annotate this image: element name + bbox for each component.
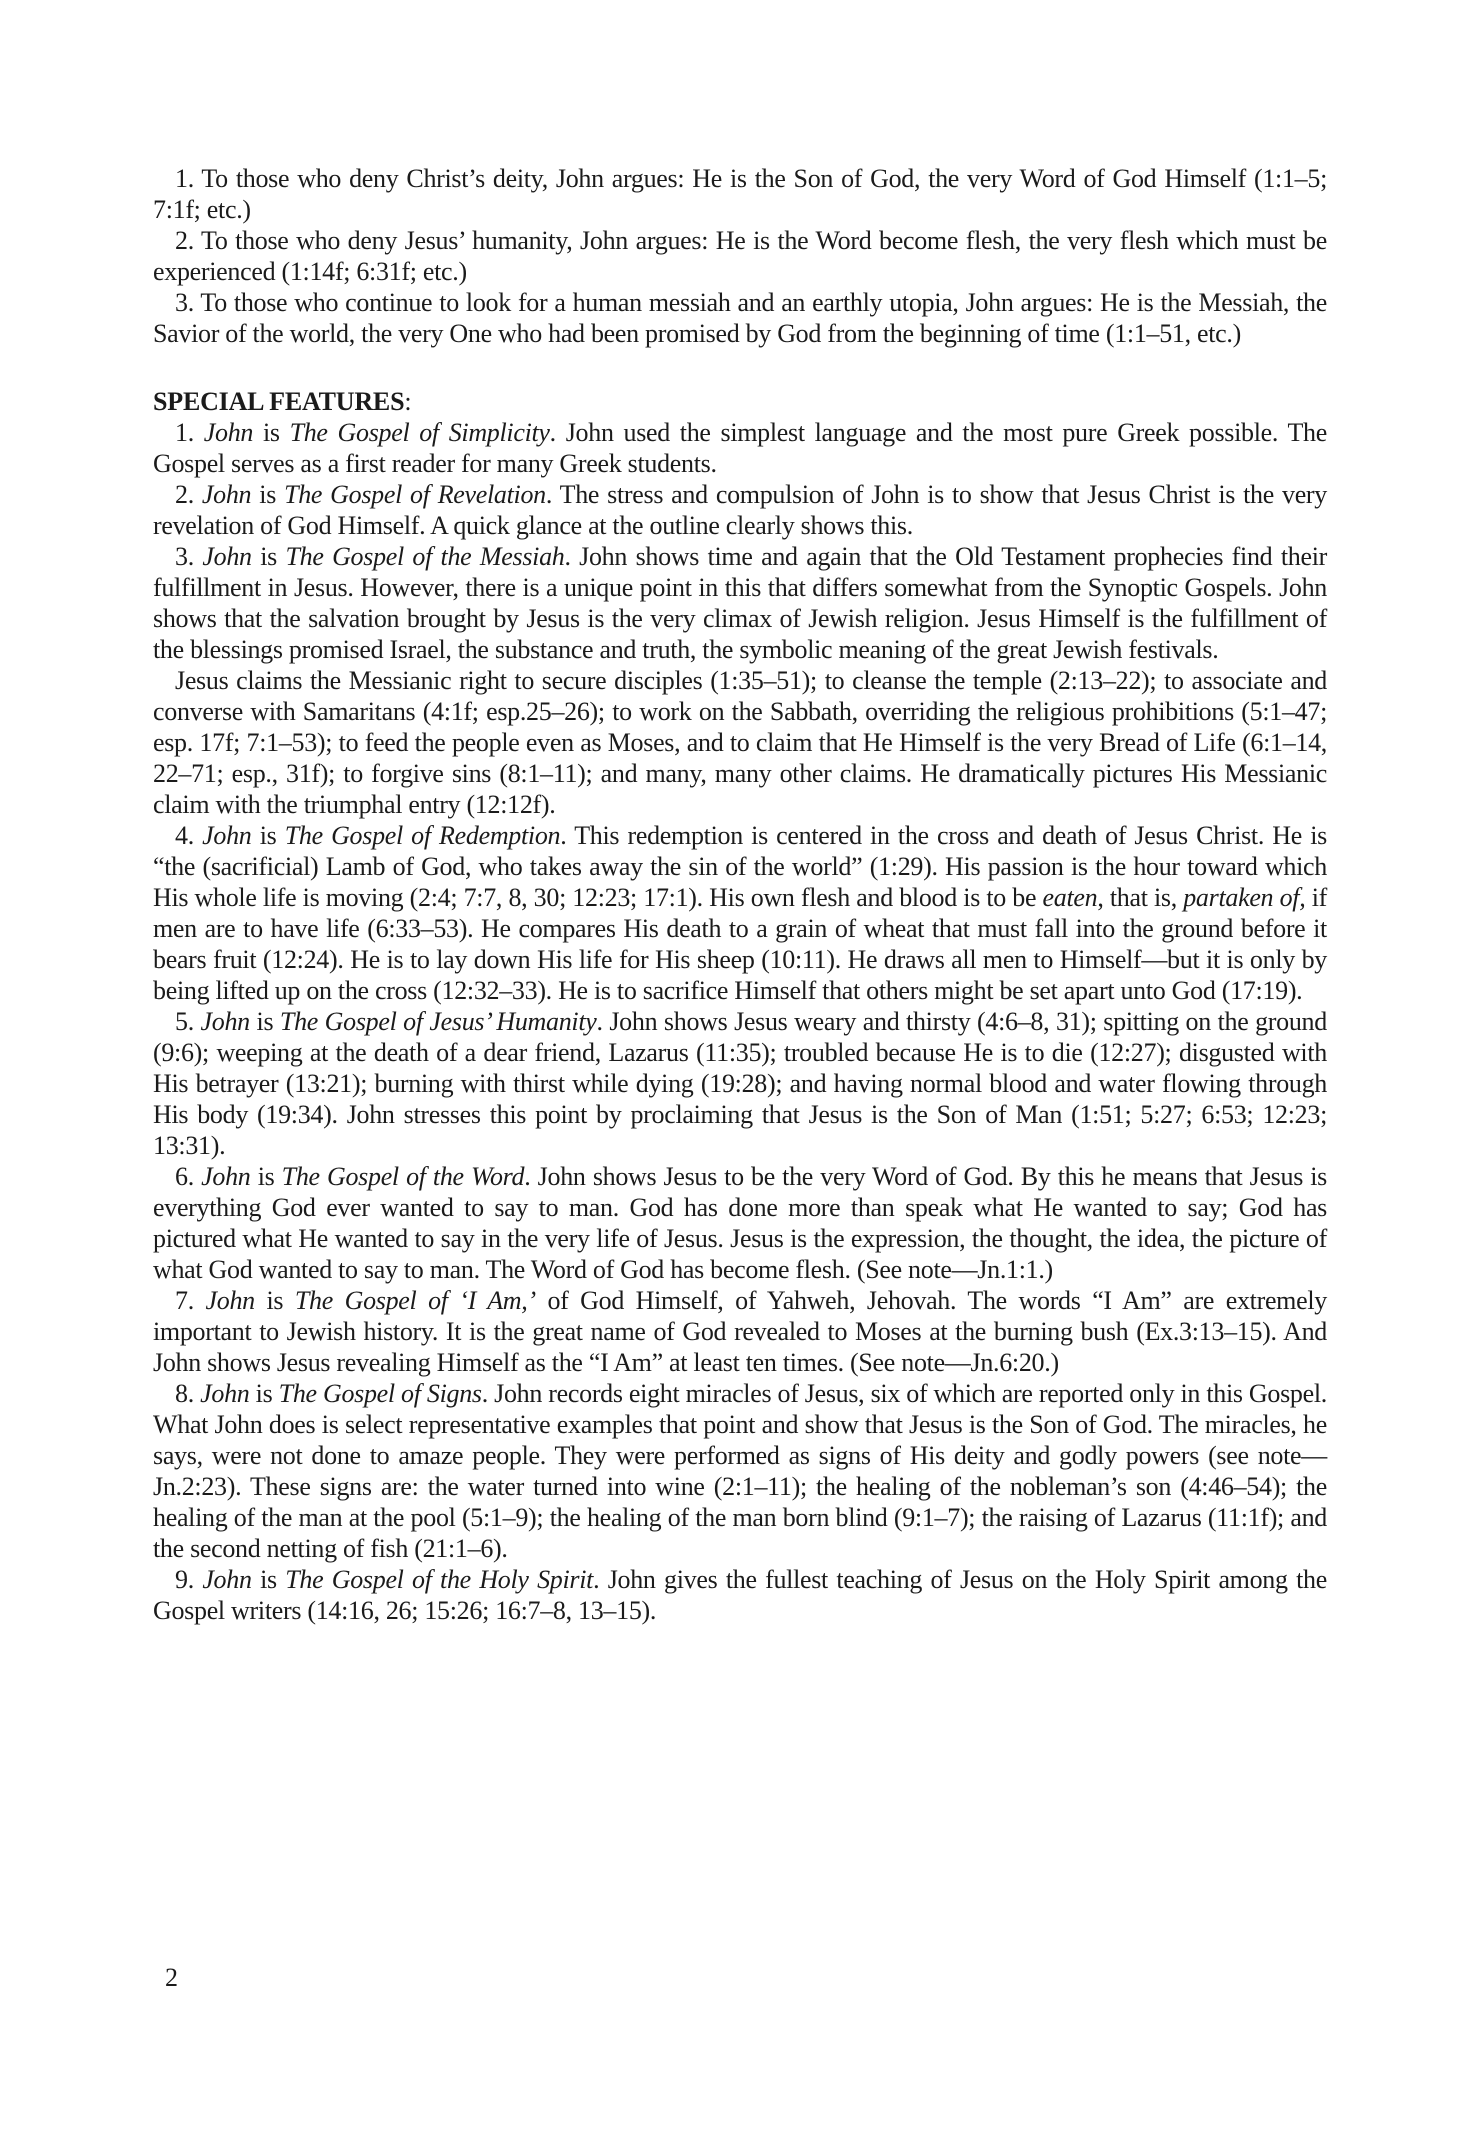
text-run: . John shows Jesus to be the very Word of God. By this he means that Jesus is everything God ever wanted to say to man. God has done more than speak what He wanted to say; God has pictured what He wanted to say in the very life of Jesus. Jesus is the expression, the thought, the idea, the picture of what God wanted to say to man. The Word of God has become flesh. (See note—Jn.1:1.): [153, 1162, 1327, 1284]
intro-point-1: [153, 163, 1327, 225]
italic-text: eaten: [1042, 883, 1098, 912]
feature-6: [153, 1161, 1327, 1285]
text-run: 1.: [175, 418, 204, 447]
italic-text: The Gospel of Revelation: [284, 480, 546, 509]
text-run: is: [251, 1565, 286, 1594]
text-run: Jesus claims the Messianic right to secure disciples (1:35–51); to cleanse the temple (2:13–22); to associate and converse with Samaritans (4:1f; esp.25–26); to work on the Sabbath, overriding the religious prohibitions (5:1–47; esp. 17f; 7:1–53); to feed the people even as Moses, and to claim that He Himself is the very Bread of Life (6:1–14, 22–71; esp., 31f); to forgive sins (8:1–11); and many, many other claims. He dramatically pictures His Messianic claim with the triumphal entry (12:12f).: [153, 666, 1327, 819]
feature-3: [153, 541, 1327, 665]
text-run: is: [254, 1286, 295, 1315]
intro-point-2: [153, 225, 1327, 287]
text-run: 3. To those who continue to look for a human messiah and an earthly utopia, John argues: He is the Messiah, the Savior of the world, the very One who had been promised by God from the beginning of time (1:1–51, etc.): [153, 288, 1327, 348]
text-run: 8.: [175, 1379, 201, 1408]
italic-text: The Gospel of Jesus’ Humanity: [279, 1007, 597, 1036]
special-features-heading: [153, 386, 1327, 417]
text-run: is: [251, 821, 285, 850]
italic-text: The Gospel of the Word: [281, 1162, 525, 1191]
text-run: if men are to have life (6:33–53). He compares His death to a grain of wheat that must fall into the ground before it bears fruit (12:24). He is to lay down His life for His sheep (10:11). He draws all men to Himself—but it is only by being lifted up on the cross (12:32–33). He is to sacrifice Himself that others might be set apart unto God (17:19).: [153, 883, 1328, 1005]
italic-text: John: [203, 418, 254, 447]
italic-text: John: [202, 542, 252, 571]
text-run: is: [251, 542, 286, 571]
italic-text: John: [200, 1007, 250, 1036]
feature-4: [153, 820, 1327, 1006]
text-run: is: [249, 1379, 279, 1408]
italic-text: The Gospel of the Messiah: [285, 542, 565, 571]
text-run: . The stress and compulsion of John is to show that Jesus Christ is the very revelation of God Himself. A quick glance at the outline clearly shows this.: [153, 480, 1327, 540]
text-run: 3.: [175, 542, 203, 571]
feature-9: [153, 1564, 1327, 1626]
italic-text: The Gospel of Signs: [278, 1379, 482, 1408]
feature-5: [153, 1006, 1327, 1161]
italic-text: John: [200, 1379, 250, 1408]
text-run: . John shows Jesus weary and thirsty (4:6–8, 31); spitting on the ground (9:6); weeping at the death of a dear friend, Lazarus (11:35); troubled because He is to die (12:27); disgusted with His betrayer (13:21); burning with thirst while dying (19:28); and having normal blood and water flowing through His body (19:34). John stresses this point by proclaiming that Jesus is the Son of Man (1:51; 5:27; 6:53; 12:23; 13:31).: [153, 1007, 1327, 1160]
text-run: . John gives the fullest teaching of Jesus on the Holy Spirit among the Gospel writers (14:16, 26; 15:26; 16:7–8, 13–15).: [153, 1565, 1327, 1625]
text-run: is: [251, 480, 285, 509]
italic-text: John: [202, 821, 252, 850]
feature-7: [153, 1285, 1327, 1378]
intro-point-3: [153, 287, 1327, 349]
italic-text: The Gospel of Redemption: [284, 821, 561, 850]
text-run: . John records eight miracles of Jesus, six of which are reported only in this Gospel. What John does is select representative examples that point and show that Jesus is the Son of God. The miracles, he says, were not done to amaze people. They were performed as signs of His deity and godly powers (see note—Jn.2:23). These signs are: the water turned into wine (2:1–11); the healing of the nobleman’s son (4:46–54); the healing of the man at the pool (5:1–9); the healing of the man born blind (9:1–7); the raising of Lazarus (11:1f); and the second netting of fish (21:1–6).: [153, 1379, 1327, 1563]
text-run: of God Himself, of Yahweh, Jehovah. The words “I Am” are extremely important to Jewish history. It is the great name of God revealed to Moses at the burning bush (Ex.3:13–15). And John shows Jesus revealing Himself as the “I Am” at least ten times. (See note—Jn.6:20.): [153, 1286, 1327, 1377]
feature-2: [153, 479, 1327, 541]
feature-1: [153, 417, 1327, 479]
bold-text: SPECIAL FEATURES: [153, 387, 405, 416]
italic-text: The Gospel of Simplicity: [289, 418, 550, 447]
text-run: , that is,: [1097, 883, 1184, 912]
text-run: 7.: [175, 1286, 206, 1315]
text-run: 2. To those who deny Jesus’ humanity, John argues: He is the Word become flesh, the very flesh which must be experienced (1:14f; 6:31f; etc.): [153, 226, 1327, 286]
text-run: . This redemption is centered in the cross and death of Jesus Christ. He is “the (sacrificial) Lamb of God, who takes away the sin of the world” (1:29). His passion is the hour toward which His whole life is moving (2:4; 7:7, 8, 30; 12:23; 17:1). His own flesh and blood is to be: [153, 821, 1327, 912]
text-run: 4.: [175, 821, 203, 850]
italic-text: partaken of,: [1183, 883, 1306, 912]
document-body: [153, 163, 1327, 1626]
italic-text: The Gospel of the Holy Spirit: [285, 1565, 594, 1594]
text-run: is: [249, 1007, 280, 1036]
text-run: 2.: [175, 480, 202, 509]
text-run: . John shows time and again that the Old Testament prophecies find their fulfillment in Jesus. However, there is a unique point in this that differs somewhat from the Synoptic Gospels. John shows that the salvation brought by Jesus is the very climax of Jewish religion. Jesus Himself is the fulfillment of the blessings promised Israel, the substance and truth, the symbolic meaning of the great Jewish festivals.: [153, 542, 1327, 664]
text-run: 9.: [175, 1565, 203, 1594]
text-run: is: [250, 1162, 282, 1191]
text-run: 6.: [175, 1162, 202, 1191]
text-run: . John used the simplest language and the most pure Greek possible. The Gospel serves as a first reader for many Greek students.: [153, 418, 1327, 478]
feature-8: [153, 1378, 1327, 1564]
text-run: is: [253, 418, 290, 447]
feature-3-continued: [153, 665, 1327, 820]
italic-text: The Gospel of ‘I Am,’: [294, 1286, 536, 1315]
text-run: 1. To those who deny Christ’s deity, John argues: He is the Son of God, the very Word of God Himself (1:1–5; 7:1f; etc.): [153, 164, 1327, 224]
italic-text: John: [201, 480, 252, 509]
italic-text: John: [202, 1565, 252, 1594]
page-number: 2: [165, 1963, 178, 1992]
text-run: 5.: [175, 1007, 201, 1036]
italic-text: John: [201, 1162, 251, 1191]
text-run: :: [404, 387, 412, 416]
italic-text: John: [205, 1286, 255, 1315]
